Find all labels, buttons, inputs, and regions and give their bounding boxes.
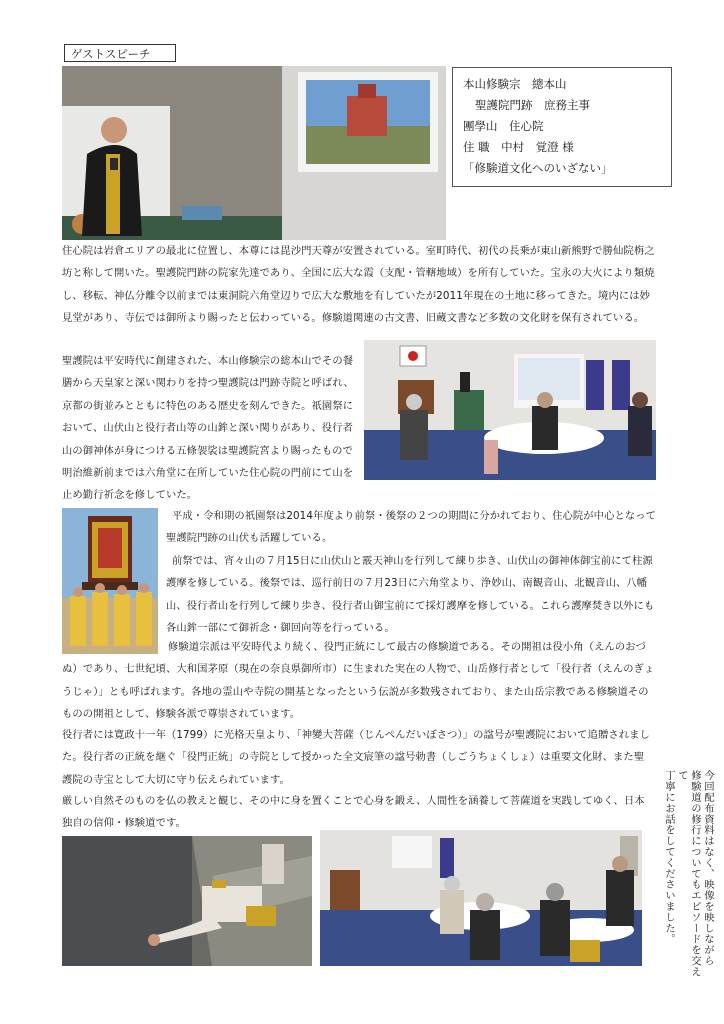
speaker-photo	[62, 66, 446, 240]
vertical-note	[656, 770, 714, 980]
paragraph-5: 修験道宗派は平安時代より続く、役門正統にして最古の修験道である。その開祖は役小角（えんのおづぬ）であり、七世紀頃、大和国茅原（現在の奈良県御所市）に生まれた実在の人物で、山岳修行者として「役行者（えんのぎょうじゃ）」とも呼ばれます。各地の霊山や寺院の開基となったという伝説が多数残されており、また山岳宗教である修験道そのものの開祖として、修験各派で尊崇されています。	[62, 641, 655, 721]
festival-float-photo	[62, 508, 158, 654]
paragraph-4: 前祭では、宵々山の７月15日に山伏山と霰天神山を行列して練り歩き、山伏山の御神体御宝前にて柱源護摩を修している。後祭では、巡行前日の７月23日に六角堂より、浄妙山、南観音山、北観音山、八幡山、役行者山を行列して練り歩き、役行者山御宝前にて採灯護摩を修している。これら護摩焚き以外にも各山鉾一部にて御祈念・御回向等を行っている。	[166, 555, 655, 635]
paragraph-7: 厳しい自然そのものを仏の教えと観じ、その中に身を置くことで心身を鍛え、人間性を涵養して菩薩道を実践してゆく、日本独自の信仰・修験道です。	[62, 795, 645, 830]
info-line-5: 「修験道文化へのいざない」	[463, 161, 613, 175]
vertical-note-line-1: 今回配布資料はなく、映像を映しながら	[702, 770, 714, 967]
luncheon-photo	[320, 830, 642, 966]
paragraph-3: 平成・令和期の祇園祭は2014年度より前祭・後祭の２つの期間に分かれており、住心院が中心となって聖護院門跡の山伏も活躍している。	[166, 510, 657, 545]
cliff-ascetic-photo	[62, 836, 312, 966]
meeting-hall-photo	[364, 340, 656, 480]
info-line-4: 住 職 中村 覚澄 様	[463, 140, 574, 154]
paragraph-6: 役行者には寛政十一年（1799）に光格天皇より、「神變大菩薩（じんぺんだいぼさつ）」の諡号が聖護院において追贈されました。役行者の正統を継ぐ「役門正統」の寺院として授かった全文宸筆の諡号勅書（しごうちょくしょ）は重要文化財、また聖護院の寺宝として大切に守り伝えられています。	[62, 729, 650, 786]
section-label: ゲストスピーチ	[64, 44, 176, 62]
info-line-3: 團學山 住心院	[463, 119, 544, 133]
paragraph-1: 住心院は岩倉エリアの最北に位置し、本尊には毘沙門天尊が安置されている。室町時代、初代の長乗が東山新熊野で勝仙院栴之坊と称して開いた。聖護院門跡の院家先達であり、全国に広大な霞（支配・管轄地域）を所有していた。宝永の大火により類焼し、移転、神仏分離令以前までは東洞院六角堂辺りで広大な敷地を有していたが2011年現在の土地に移ってきた。境内には妙見堂があり、寺伝では御所より賜ったと伝わっている。修験道関連の古文書、旧蔵文書など多数の文化財を保有されている。	[62, 245, 655, 325]
info-line-2: 聖護院門跡 庶務主事	[475, 98, 590, 112]
paragraph-2: 聖護院は平安時代に創建された、本山修験宗の総本山でその餐膳から天皇家と深い関わりを持つ聖護院は門跡寺院と呼ばれ、京都の街並みとともに特色のある歴史を刻んできた。祇園祭において、山伏山と役行者山等の山鉾と深い関りがあり、役行者山の御神体が身につける五條袈裟は聖護院宮より賜ったもので明治維新前までは六角堂に在所していた住心院の門前にて山を止め勤行祈念を修していた。	[62, 355, 354, 502]
vertical-note-line-3: 丁寧にお話をしてくださいました。	[663, 770, 675, 945]
vertical-note-line-2: 修験道の修行についてもエピソードを交えて	[676, 770, 701, 978]
info-line-1: 本山修験宗 總本山	[463, 77, 567, 91]
speaker-info-box	[452, 67, 672, 187]
